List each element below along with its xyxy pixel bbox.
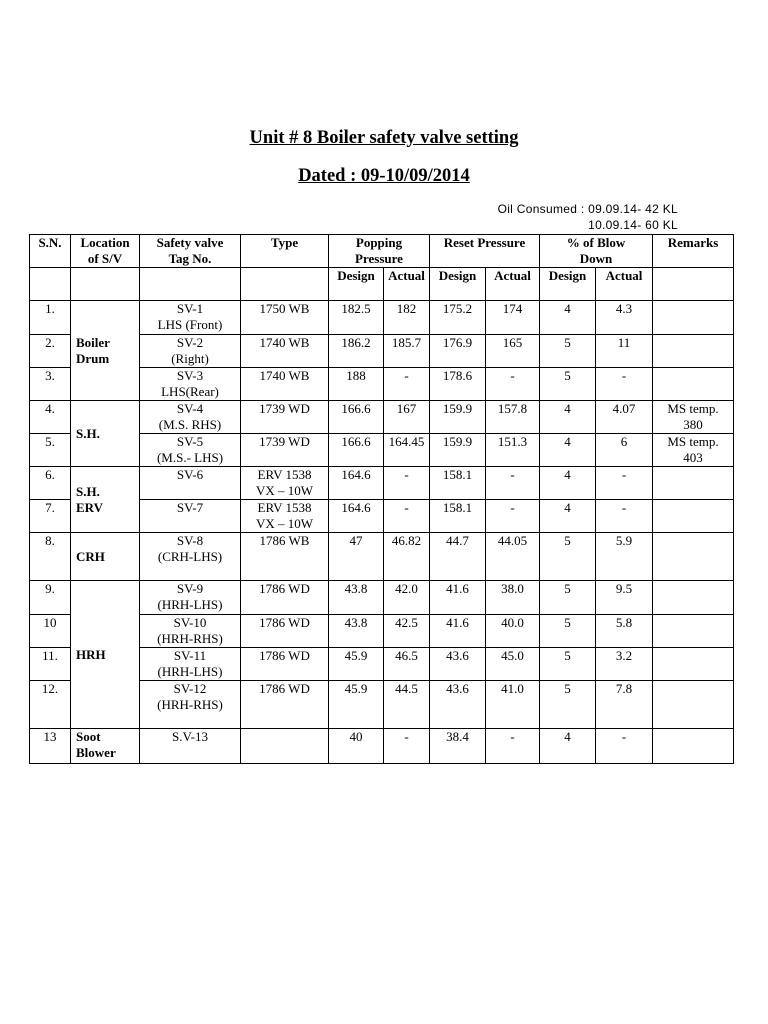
cell-sn: 7. [30,500,71,533]
cell-blow-design: 4 [540,467,596,500]
cell-popping-design: 188 [329,368,384,401]
cell-sn: 11. [30,648,71,681]
cell-blow-actual: - [596,500,653,533]
cell-popping-actual: 164.45 [384,434,430,467]
cell-blow-actual: 7.8 [596,681,653,729]
header-reset-design: Design [430,268,486,301]
cell-popping-actual: - [384,500,430,533]
cell-blow-actual: 6 [596,434,653,467]
cell-popping-design: 164.6 [329,500,384,533]
cell-tag: SV-3 LHS(Rear) [140,368,241,401]
cell-tag: SV-6 [140,467,241,500]
table-row [30,581,734,615]
location-sh: S.H. [71,401,140,467]
cell-remarks [653,500,734,533]
cell-popping-design: 47 [329,533,384,581]
cell-remarks [653,648,734,681]
header-tag: Safety valve Tag No. [140,235,241,268]
cell-blow-actual: 5.9 [596,533,653,581]
cell-sn: 6. [30,467,71,500]
cell-reset-actual: - [486,500,540,533]
cell-sn: 10 [30,615,71,648]
cell-popping-design: 45.9 [329,681,384,729]
cell-popping-design: 45.9 [329,648,384,681]
header-location: Location of S/V [71,235,140,268]
cell-remarks [653,467,734,500]
cell-popping-actual: 46.82 [384,533,430,581]
cell-popping-actual: - [384,467,430,500]
cell-blow-design: 5 [540,648,596,681]
cell-blow-actual: 4.3 [596,301,653,335]
cell-type: 1786 WD [241,681,329,729]
cell-blow-design: 4 [540,729,596,764]
cell-popping-design: 40 [329,729,384,764]
cell-tag: SV-10 (HRH-RHS) [140,615,241,648]
cell-blow-design: 5 [540,581,596,615]
cell-type: 1739 WD [241,401,329,434]
header-popping: Popping Pressure [329,235,430,268]
cell-popping-design: 182.5 [329,301,384,335]
header-blow: % of Blow Down [540,235,653,268]
cell-reset-design: 176.9 [430,335,486,368]
cell-type: 1786 WB [241,533,329,581]
cell-reset-actual: - [486,467,540,500]
cell-blow-actual: - [596,368,653,401]
cell-blow-design: 5 [540,335,596,368]
table-row [30,533,734,581]
document-title: Unit # 8 Boiler safety valve setting [249,128,519,148]
cell-reset-actual: 157.8 [486,401,540,434]
cell-popping-actual: 167 [384,401,430,434]
header-row-2 [30,268,734,301]
cell-popping-actual: 42.0 [384,581,430,615]
cell-type: 1786 WD [241,581,329,615]
cell-remarks [653,368,734,401]
cell-blow-design: 5 [540,533,596,581]
header-sn: S.N. [30,235,71,268]
cell-blow-actual: 5.8 [596,615,653,648]
cell-tag: SV-8 (CRH-LHS) [140,533,241,581]
cell-blow-actual: 4.07 [596,401,653,434]
cell-reset-actual: 165 [486,335,540,368]
cell-tag: SV-5 (M.S.- LHS) [140,434,241,467]
cell-reset-actual: 45.0 [486,648,540,681]
cell-popping-actual: 185.7 [384,335,430,368]
cell-tag: SV-7 [140,500,241,533]
cell-reset-design: 43.6 [430,681,486,729]
header-popping-actual: Actual [384,268,430,301]
cell-popping-design: 43.8 [329,581,384,615]
cell-popping-actual: - [384,368,430,401]
cell-reset-design: 158.1 [430,500,486,533]
location-boiler-drum: Boiler Drum [71,301,140,401]
cell-sn: 12. [30,681,71,729]
table-row [30,467,734,500]
cell-tag: SV-11 (HRH-LHS) [140,648,241,681]
cell-type: ERV 1538 VX – 10W [241,500,329,533]
cell-blow-actual: 9.5 [596,581,653,615]
cell-reset-design: 158.1 [430,467,486,500]
cell-type: 1740 WB [241,368,329,401]
cell-sn: 2. [30,335,71,368]
cell-type: 1786 WD [241,615,329,648]
cell-blow-actual: 3.2 [596,648,653,681]
cell-type: 1740 WB [241,335,329,368]
cell-sn: 4. [30,401,71,434]
cell-type: 1739 WD [241,434,329,467]
cell-popping-design: 43.8 [329,615,384,648]
header-remarks: Remarks [653,235,734,268]
cell-reset-design: 43.6 [430,648,486,681]
cell-reset-design: 178.6 [430,368,486,401]
cell-blow-design: 5 [540,368,596,401]
cell-remarks: MS temp. 403 [653,434,734,467]
cell-popping-actual: 42.5 [384,615,430,648]
cell-reset-actual: - [486,729,540,764]
cell-blow-design: 4 [540,434,596,467]
cell-type: 1786 WD [241,648,329,681]
cell-reset-design: 44.7 [430,533,486,581]
header-blow-design: Design [540,268,596,301]
cell-sn: 13 [30,729,71,764]
oil-consumed-line-2: 10.09.14- 60 KL [588,218,678,232]
cell-remarks [653,615,734,648]
cell-reset-design: 175.2 [430,301,486,335]
location-hrh: HRH [71,581,140,729]
cell-reset-design: 38.4 [430,729,486,764]
cell-popping-actual: - [384,729,430,764]
cell-remarks: MS temp. 380 [653,401,734,434]
cell-reset-design: 41.6 [430,615,486,648]
header-row-1 [30,235,734,268]
cell-reset-actual: 41.0 [486,681,540,729]
cell-remarks [653,729,734,764]
cell-blow-actual: - [596,729,653,764]
document-date: Dated : 09-10/09/2014 [298,166,470,186]
cell-type: 1750 WB [241,301,329,335]
cell-sn: 8. [30,533,71,581]
cell-popping-design: 186.2 [329,335,384,368]
location-soot-blower: Soot Blower [71,729,140,764]
cell-popping-actual: 44.5 [384,681,430,729]
cell-blow-actual: - [596,467,653,500]
cell-remarks [653,533,734,581]
cell-reset-actual: 44.05 [486,533,540,581]
cell-reset-actual: 38.0 [486,581,540,615]
cell-popping-actual: 46.5 [384,648,430,681]
cell-sn: 9. [30,581,71,615]
cell-tag: SV-12 (HRH-RHS) [140,681,241,729]
table-row [30,301,734,335]
header-popping-design: Design [329,268,384,301]
cell-tag: S.V-13 [140,729,241,764]
cell-blow-design: 5 [540,681,596,729]
table-row [30,729,734,764]
location-crh: CRH [71,533,140,581]
cell-blow-design: 4 [540,500,596,533]
cell-reset-actual: 174 [486,301,540,335]
cell-remarks [653,681,734,729]
cell-tag: SV-4 (M.S. RHS) [140,401,241,434]
cell-blow-design: 4 [540,401,596,434]
cell-popping-actual: 182 [384,301,430,335]
cell-tag: SV-2 (Right) [140,335,241,368]
cell-reset-actual: - [486,368,540,401]
cell-blow-actual: 11 [596,335,653,368]
cell-popping-design: 166.6 [329,434,384,467]
cell-remarks [653,581,734,615]
cell-type [241,729,329,764]
header-type: Type [241,235,329,268]
cell-blow-design: 5 [540,615,596,648]
cell-tag: SV-9 (HRH-LHS) [140,581,241,615]
header-reset: Reset Pressure [430,235,540,268]
cell-reset-design: 159.9 [430,401,486,434]
cell-popping-design: 166.6 [329,401,384,434]
cell-reset-design: 159.9 [430,434,486,467]
safety-valve-table [29,234,734,764]
cell-sn: 1. [30,301,71,335]
cell-remarks [653,335,734,368]
cell-sn: 3. [30,368,71,401]
table-row [30,401,734,434]
cell-remarks [653,301,734,335]
cell-reset-actual: 151.3 [486,434,540,467]
cell-popping-design: 164.6 [329,467,384,500]
cell-type: ERV 1538 VX – 10W [241,467,329,500]
cell-sn: 5. [30,434,71,467]
cell-tag: SV-1 LHS (Front) [140,301,241,335]
oil-consumed-line-1: Oil Consumed : 09.09.14- 42 KL [497,202,678,216]
header-blow-actual: Actual [596,268,653,301]
cell-reset-actual: 40.0 [486,615,540,648]
cell-reset-design: 41.6 [430,581,486,615]
cell-blow-design: 4 [540,301,596,335]
location-sh-erv: S.H. ERV [71,467,140,533]
header-reset-actual: Actual [486,268,540,301]
